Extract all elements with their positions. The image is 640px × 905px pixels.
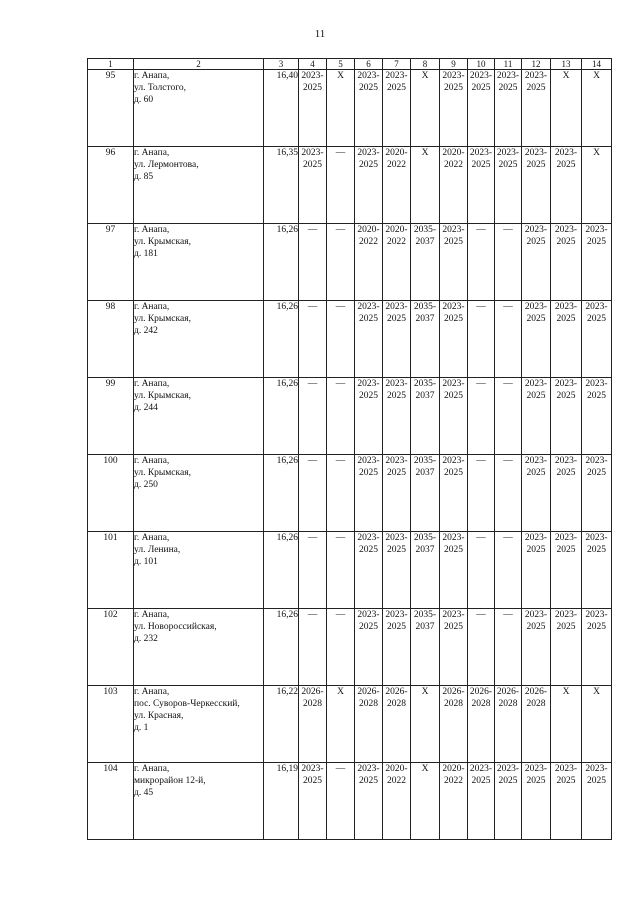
term-cell: 2020- 2022 bbox=[440, 763, 468, 840]
area-cell: 16,26 bbox=[264, 224, 299, 301]
term-cell: — bbox=[299, 224, 327, 301]
area-cell: 16,19 bbox=[264, 763, 299, 840]
column-header: 10 bbox=[468, 59, 495, 70]
column-header: 12 bbox=[522, 59, 551, 70]
term-cell: 2023- 2025 bbox=[383, 378, 411, 455]
term-cell: X bbox=[551, 70, 582, 147]
column-header: 2 bbox=[134, 59, 264, 70]
term-cell: 2020- 2022 bbox=[440, 147, 468, 224]
term-cell: 2023- 2025 bbox=[582, 378, 612, 455]
term-cell: 2023- 2025 bbox=[383, 70, 411, 147]
term-cell: — bbox=[327, 455, 355, 532]
term-cell: — bbox=[299, 301, 327, 378]
column-header: 9 bbox=[440, 59, 468, 70]
row-number-cell: 98 bbox=[88, 301, 134, 378]
address-line: г. Анапа, bbox=[134, 533, 170, 543]
address-line: г. Анапа, bbox=[134, 302, 170, 312]
address-line: д. 244 bbox=[134, 403, 158, 413]
area-cell: 16,35 bbox=[264, 147, 299, 224]
address-line: г. Анапа, bbox=[134, 148, 170, 158]
term-cell: 2023- 2025 bbox=[383, 609, 411, 686]
address-line: г. Анапа, bbox=[134, 456, 170, 466]
term-cell: 2023- 2025 bbox=[355, 301, 383, 378]
address-line: д. 101 bbox=[134, 557, 158, 567]
term-cell: — bbox=[495, 378, 522, 455]
area-cell: 16,26 bbox=[264, 609, 299, 686]
address-line: г. Анапа, bbox=[134, 764, 170, 774]
term-cell: 2023- 2025 bbox=[355, 455, 383, 532]
term-cell: — bbox=[327, 763, 355, 840]
column-header: 3 bbox=[264, 59, 299, 70]
address-cell bbox=[134, 224, 264, 301]
term-cell: 2023- 2025 bbox=[522, 301, 551, 378]
address-line: д. 1 bbox=[134, 723, 149, 733]
address-line: ул. Новороссийская, bbox=[134, 622, 217, 632]
address-cell bbox=[134, 686, 264, 763]
table-row bbox=[88, 224, 612, 301]
address-line: д. 242 bbox=[134, 326, 158, 336]
term-cell: 2023- 2025 bbox=[522, 224, 551, 301]
term-cell: X bbox=[411, 763, 440, 840]
address-line: ул. Лермонтова, bbox=[134, 160, 199, 170]
term-cell: 2023- 2025 bbox=[355, 532, 383, 609]
term-cell: 2035- 2037 bbox=[411, 455, 440, 532]
column-header: 8 bbox=[411, 59, 440, 70]
address-line: г. Анапа, bbox=[134, 225, 170, 235]
term-cell: X bbox=[582, 686, 612, 763]
term-cell: — bbox=[327, 224, 355, 301]
term-cell: 2026- 2028 bbox=[495, 686, 522, 763]
address-line: г. Анапа, bbox=[134, 379, 170, 389]
term-cell: 2023- 2025 bbox=[551, 224, 582, 301]
term-cell: 2023- 2025 bbox=[440, 378, 468, 455]
term-cell: 2023- 2025 bbox=[551, 147, 582, 224]
row-number-cell: 101 bbox=[88, 532, 134, 609]
term-cell: 2035- 2037 bbox=[411, 301, 440, 378]
term-cell: 2023- 2025 bbox=[440, 532, 468, 609]
address-cell bbox=[134, 763, 264, 840]
column-header: 5 bbox=[327, 59, 355, 70]
term-cell: 2023- 2025 bbox=[522, 455, 551, 532]
row-number-cell: 95 bbox=[88, 70, 134, 147]
term-cell: — bbox=[327, 301, 355, 378]
term-cell: 2023- 2025 bbox=[582, 455, 612, 532]
address-line: д. 45 bbox=[134, 788, 154, 798]
term-cell: 2026- 2028 bbox=[383, 686, 411, 763]
term-cell: — bbox=[299, 455, 327, 532]
term-cell: — bbox=[495, 532, 522, 609]
address-line: д. 232 bbox=[134, 634, 158, 644]
term-cell: — bbox=[299, 609, 327, 686]
term-cell: 2023- 2025 bbox=[522, 763, 551, 840]
registry-table bbox=[87, 58, 612, 840]
term-cell: — bbox=[299, 532, 327, 609]
term-cell: 2023- 2025 bbox=[495, 147, 522, 224]
term-cell: 2026- 2028 bbox=[299, 686, 327, 763]
term-cell: 2023- 2025 bbox=[299, 70, 327, 147]
address-line: д. 85 bbox=[134, 172, 154, 182]
term-cell: 2023- 2025 bbox=[582, 763, 612, 840]
area-cell: 16,26 bbox=[264, 532, 299, 609]
table-row bbox=[88, 763, 612, 840]
term-cell: — bbox=[495, 224, 522, 301]
term-cell: 2023- 2025 bbox=[355, 609, 383, 686]
address-line: ул. Крымская, bbox=[134, 391, 191, 401]
area-cell: 16,26 bbox=[264, 301, 299, 378]
term-cell: 2035- 2037 bbox=[411, 378, 440, 455]
table-row bbox=[88, 147, 612, 224]
column-header: 13 bbox=[551, 59, 582, 70]
term-cell: 2023- 2025 bbox=[522, 70, 551, 147]
address-line: пос. Суворов-Черкесский, bbox=[134, 699, 240, 709]
term-cell: 2023- 2025 bbox=[383, 455, 411, 532]
address-line: г. Анапа, bbox=[134, 71, 170, 81]
term-cell: 2023- 2025 bbox=[582, 532, 612, 609]
term-cell: 2023- 2025 bbox=[551, 609, 582, 686]
term-cell: — bbox=[327, 147, 355, 224]
term-cell: 2020- 2022 bbox=[355, 224, 383, 301]
address-line: ул. Красная, bbox=[134, 711, 184, 721]
column-header: 4 bbox=[299, 59, 327, 70]
term-cell: — bbox=[468, 532, 495, 609]
term-cell: 2023- 2025 bbox=[440, 224, 468, 301]
term-cell: — bbox=[495, 301, 522, 378]
term-cell: 2023- 2025 bbox=[355, 147, 383, 224]
address-line: ул. Крымская, bbox=[134, 237, 191, 247]
term-cell: 2035- 2037 bbox=[411, 224, 440, 301]
term-cell: 2023- 2025 bbox=[355, 70, 383, 147]
address-cell bbox=[134, 147, 264, 224]
table-row bbox=[88, 378, 612, 455]
row-number-cell: 102 bbox=[88, 609, 134, 686]
address-line: микрорайон 12-й, bbox=[134, 776, 206, 786]
row-number-cell: 99 bbox=[88, 378, 134, 455]
row-number-cell: 104 bbox=[88, 763, 134, 840]
address-line: ул. Ленина, bbox=[134, 545, 181, 555]
term-cell: — bbox=[468, 378, 495, 455]
term-cell: X bbox=[582, 70, 612, 147]
term-cell: — bbox=[327, 378, 355, 455]
term-cell: — bbox=[495, 609, 522, 686]
column-header: 11 bbox=[495, 59, 522, 70]
address-line: ул. Крымская, bbox=[134, 314, 191, 324]
term-cell: — bbox=[468, 455, 495, 532]
address-cell bbox=[134, 301, 264, 378]
table-row bbox=[88, 609, 612, 686]
row-number-cell: 100 bbox=[88, 455, 134, 532]
term-cell: 2020- 2022 bbox=[383, 147, 411, 224]
term-cell: 2023- 2025 bbox=[468, 147, 495, 224]
address-line: ул. Толстого, bbox=[134, 83, 187, 93]
term-cell: 2023- 2025 bbox=[495, 763, 522, 840]
address-cell bbox=[134, 70, 264, 147]
table-body bbox=[88, 59, 612, 840]
term-cell: 2023- 2025 bbox=[440, 70, 468, 147]
table-row bbox=[88, 686, 612, 763]
row-number-cell: 96 bbox=[88, 147, 134, 224]
term-cell: 2035- 2037 bbox=[411, 532, 440, 609]
address-line: д. 60 bbox=[134, 95, 154, 105]
term-cell: 2035- 2037 bbox=[411, 609, 440, 686]
term-cell: 2026- 2028 bbox=[440, 686, 468, 763]
term-cell: 2023- 2025 bbox=[551, 378, 582, 455]
address-cell bbox=[134, 455, 264, 532]
row-number-cell: 103 bbox=[88, 686, 134, 763]
area-cell: 16,26 bbox=[264, 378, 299, 455]
term-cell: — bbox=[299, 378, 327, 455]
term-cell: 2023- 2025 bbox=[468, 70, 495, 147]
term-cell: 2020- 2022 bbox=[383, 224, 411, 301]
term-cell: 2023- 2025 bbox=[383, 532, 411, 609]
term-cell: 2023- 2025 bbox=[299, 763, 327, 840]
table-row bbox=[88, 455, 612, 532]
address-cell bbox=[134, 378, 264, 455]
term-cell: X bbox=[411, 147, 440, 224]
area-cell: 16,26 bbox=[264, 455, 299, 532]
term-cell: X bbox=[411, 70, 440, 147]
page-number: 11 bbox=[314, 28, 326, 40]
term-cell: X bbox=[551, 686, 582, 763]
term-cell: 2023- 2025 bbox=[522, 378, 551, 455]
term-cell: 2023- 2025 bbox=[551, 455, 582, 532]
term-cell: 2023- 2025 bbox=[440, 455, 468, 532]
term-cell: X bbox=[582, 147, 612, 224]
column-header: 14 bbox=[582, 59, 612, 70]
table-row bbox=[88, 70, 612, 147]
term-cell: — bbox=[468, 609, 495, 686]
term-cell: 2026- 2028 bbox=[355, 686, 383, 763]
term-cell: 2023- 2025 bbox=[551, 763, 582, 840]
column-header: 1 bbox=[88, 59, 134, 70]
address-line: г. Анапа, bbox=[134, 610, 170, 620]
address-line: д. 181 bbox=[134, 249, 158, 259]
term-cell: 2023- 2025 bbox=[522, 532, 551, 609]
address-line: ул. Крымская, bbox=[134, 468, 191, 478]
column-header: 7 bbox=[383, 59, 411, 70]
table-row bbox=[88, 301, 612, 378]
row-number-cell: 97 bbox=[88, 224, 134, 301]
term-cell: 2026- 2028 bbox=[468, 686, 495, 763]
term-cell: 2023- 2025 bbox=[522, 147, 551, 224]
term-cell: 2023- 2025 bbox=[582, 609, 612, 686]
term-cell: 2023- 2025 bbox=[582, 224, 612, 301]
term-cell: 2023- 2025 bbox=[440, 301, 468, 378]
address-line: д. 250 bbox=[134, 480, 158, 490]
area-cell: 16,22 bbox=[264, 686, 299, 763]
term-cell: 2023- 2025 bbox=[582, 301, 612, 378]
term-cell: X bbox=[327, 686, 355, 763]
term-cell: 2023- 2025 bbox=[551, 301, 582, 378]
term-cell: 2020- 2022 bbox=[383, 763, 411, 840]
term-cell: 2023- 2025 bbox=[468, 763, 495, 840]
term-cell: — bbox=[468, 224, 495, 301]
term-cell: 2026- 2028 bbox=[522, 686, 551, 763]
address-cell bbox=[134, 532, 264, 609]
term-cell: 2023- 2025 bbox=[299, 147, 327, 224]
area-cell: 16,40 bbox=[264, 70, 299, 147]
term-cell: — bbox=[495, 455, 522, 532]
term-cell: — bbox=[327, 609, 355, 686]
term-cell: — bbox=[468, 301, 495, 378]
term-cell: 2023- 2025 bbox=[355, 378, 383, 455]
term-cell: 2023- 2025 bbox=[495, 70, 522, 147]
table-row bbox=[88, 532, 612, 609]
term-cell: X bbox=[411, 686, 440, 763]
term-cell: 2023- 2025 bbox=[551, 532, 582, 609]
term-cell: 2023- 2025 bbox=[522, 609, 551, 686]
address-line: г. Анапа, bbox=[134, 687, 170, 697]
term-cell: 2023- 2025 bbox=[383, 301, 411, 378]
term-cell: X bbox=[327, 70, 355, 147]
address-cell bbox=[134, 609, 264, 686]
term-cell: 2023- 2025 bbox=[440, 609, 468, 686]
column-header: 6 bbox=[355, 59, 383, 70]
term-cell: 2023- 2025 bbox=[355, 763, 383, 840]
header-row bbox=[88, 59, 612, 70]
term-cell: — bbox=[327, 532, 355, 609]
